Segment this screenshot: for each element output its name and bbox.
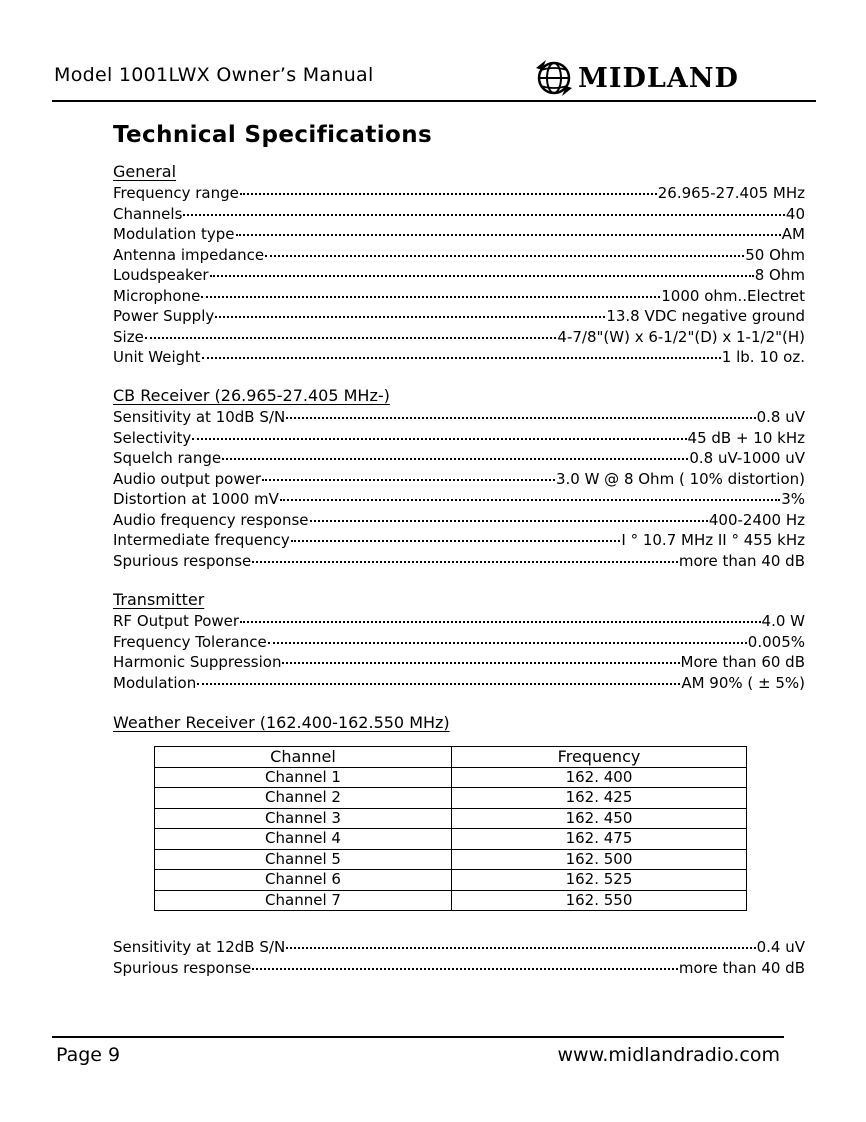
spec-value: 45 dB + 10 kHz: [687, 428, 805, 447]
spec-list-general: [113, 183, 805, 368]
spec-label: Sensitivity at 12dB S/N: [113, 938, 286, 956]
frequency-cell: 162. 425: [452, 788, 747, 809]
dot-leader: [202, 356, 721, 359]
column-header-channel: Channel: [155, 747, 452, 768]
midland-logo: [532, 56, 739, 100]
spec-value: 40: [785, 204, 805, 223]
spec-label: Audio frequency response: [113, 510, 309, 529]
frequency-cell: 162. 500: [452, 849, 747, 870]
dot-leader: [240, 192, 657, 195]
table-row: [155, 849, 747, 870]
table-row: [155, 890, 747, 911]
section-heading-cb-receiver: CB Receiver (26.965-27.405 MHz-): [113, 386, 390, 405]
spec-label: Spurious response: [113, 958, 252, 977]
channel-cell: Channel 3: [155, 808, 452, 829]
spec-row: [113, 347, 805, 368]
channel-cell: Channel 5: [155, 849, 452, 870]
frequency-cell: 162. 450: [452, 808, 747, 829]
spec-row: [113, 632, 805, 653]
spec-row: [113, 204, 805, 225]
spec-label: Power Supply: [113, 307, 215, 325]
spec-value: 13.8 VDC negative ground: [606, 307, 805, 325]
weather-channel-table: [154, 746, 747, 911]
spec-value: 1000 ohm..Electret: [661, 286, 805, 305]
logo-wordmark: MIDLAND: [578, 62, 739, 94]
spec-value: 0.4 uV: [756, 938, 805, 956]
dot-leader: [215, 315, 605, 318]
globe-icon: [532, 56, 576, 100]
spec-label: Distortion at 1000 mV: [113, 490, 279, 508]
spec-value: more than 40 dB: [678, 958, 805, 977]
spec-label: Unit Weight: [113, 348, 201, 366]
dot-leader: [280, 498, 780, 501]
section-heading-general: General: [113, 162, 177, 181]
spec-label: Loudspeaker: [113, 266, 209, 284]
spec-label: Spurious response: [113, 551, 252, 570]
channel-cell: Channel 4: [155, 829, 452, 850]
spec-value: 4-7/8"(W) x 6-1/2"(D) x 1-1/2"(H): [557, 327, 805, 346]
spec-label: Modulation type: [113, 225, 235, 243]
spec-value: 0.8 uV-1000 uV: [689, 449, 805, 467]
dot-leader: [265, 254, 744, 257]
dot-leader: [222, 457, 688, 460]
frequency-cell: 162. 475: [452, 829, 747, 850]
table-row: [155, 870, 747, 891]
spec-label: Selectivity: [113, 428, 192, 447]
spec-label: Microphone: [113, 286, 201, 305]
table-row: [155, 788, 747, 809]
spec-value: 3%: [781, 490, 805, 508]
page-title: Technical Specifications: [113, 122, 433, 148]
spec-row: [113, 407, 805, 428]
spec-value: AM 90% ( ± 5%): [681, 673, 805, 692]
header-rule: [52, 100, 816, 102]
frequency-cell: 162. 550: [452, 890, 747, 911]
spec-value: I ° 10.7 MHz II ° 455 kHz: [621, 531, 805, 549]
spec-list-weather-receiver: [113, 937, 805, 978]
dot-leader: [192, 437, 686, 440]
spec-label: Modulation: [113, 673, 197, 692]
dot-leader: [286, 416, 755, 419]
spec-row: [113, 551, 805, 572]
spec-label: Sensitivity at 10dB S/N: [113, 408, 286, 426]
dot-leader: [236, 233, 781, 236]
spec-row: [113, 306, 805, 327]
table-row: [155, 767, 747, 788]
dot-leader: [145, 336, 557, 339]
frequency-cell: 162. 525: [452, 870, 747, 891]
spec-row: [113, 265, 805, 286]
spec-label: Size: [113, 327, 144, 346]
spec-value: 1 lb. 10 oz.: [721, 348, 805, 366]
table-row: [155, 829, 747, 850]
dot-leader: [291, 539, 621, 542]
dot-leader: [310, 519, 708, 522]
spec-value: AM: [781, 225, 805, 243]
spec-label: Antenna impedance: [113, 245, 265, 264]
spec-value: 3.0 W @ 8 Ohm ( 10% distortion): [555, 469, 805, 488]
dot-leader: [262, 478, 555, 481]
spec-row: [113, 428, 805, 449]
spec-row: [113, 510, 805, 531]
manual-title: Model 1001LWX Owner’s Manual: [54, 64, 374, 86]
dot-leader: [252, 560, 678, 563]
frequency-cell: 162. 400: [452, 767, 747, 788]
spec-value: more than 40 dB: [678, 551, 805, 570]
spec-list-cb-receiver: [113, 407, 805, 571]
spec-row: [113, 673, 805, 694]
spec-value: More than 60 dB: [680, 653, 805, 671]
spec-value: 400-2400 Hz: [708, 510, 805, 529]
table-row: [155, 808, 747, 829]
column-header-frequency: Frequency: [452, 747, 747, 768]
spec-row: [113, 224, 805, 245]
spec-value: 8 Ohm: [754, 266, 805, 284]
spec-row: [113, 652, 805, 673]
spec-row: [113, 958, 805, 979]
dot-leader: [268, 641, 747, 644]
spec-label: Frequency range: [113, 184, 239, 202]
spec-row: [113, 245, 805, 266]
dot-leader: [201, 295, 660, 298]
website-url: www.midlandradio.com: [557, 1044, 780, 1066]
spec-value: 26.965-27.405 MHz: [657, 184, 805, 202]
spec-row: [113, 286, 805, 307]
section-heading-weather-receiver: Weather Receiver (162.400-162.550 MHz): [113, 713, 450, 732]
channel-cell: Channel 2: [155, 788, 452, 809]
spec-row: [113, 937, 805, 958]
spec-label: Audio output power: [113, 469, 262, 488]
channel-cell: Channel 6: [155, 870, 452, 891]
spec-value: 0.8 uV: [756, 408, 805, 426]
dot-leader: [282, 661, 679, 664]
section-heading-transmitter: Transmitter: [113, 590, 205, 609]
spec-row: [113, 489, 805, 510]
channel-cell: Channel 1: [155, 767, 452, 788]
spec-list-transmitter: [113, 611, 805, 693]
page-number: Page 9: [56, 1044, 121, 1066]
spec-value: 50 Ohm: [745, 245, 805, 264]
dot-leader: [286, 946, 755, 949]
dot-leader: [210, 274, 754, 277]
channel-cell: Channel 7: [155, 890, 452, 911]
footer-rule: [52, 1036, 784, 1038]
spec-row: [113, 611, 805, 632]
spec-row: [113, 327, 805, 348]
spec-row: [113, 183, 805, 204]
dot-leader: [240, 620, 760, 623]
dot-leader: [252, 967, 678, 970]
dot-leader: [197, 682, 680, 685]
spec-label: RF Output Power: [113, 612, 240, 630]
spec-label: Frequency Tolerance: [113, 632, 267, 651]
spec-row: [113, 448, 805, 469]
spec-label: Intermediate frequency: [113, 531, 290, 549]
spec-value: 4.0 W: [761, 612, 805, 630]
table-header-row: [155, 747, 747, 768]
spec-label: Squelch range: [113, 449, 222, 467]
spec-label: Harmonic Suppression: [113, 653, 282, 671]
spec-row: [113, 469, 805, 490]
spec-row: [113, 530, 805, 551]
spec-value: 0.005%: [747, 632, 805, 651]
dot-leader: [183, 213, 785, 216]
spec-label: Channels: [113, 204, 183, 223]
